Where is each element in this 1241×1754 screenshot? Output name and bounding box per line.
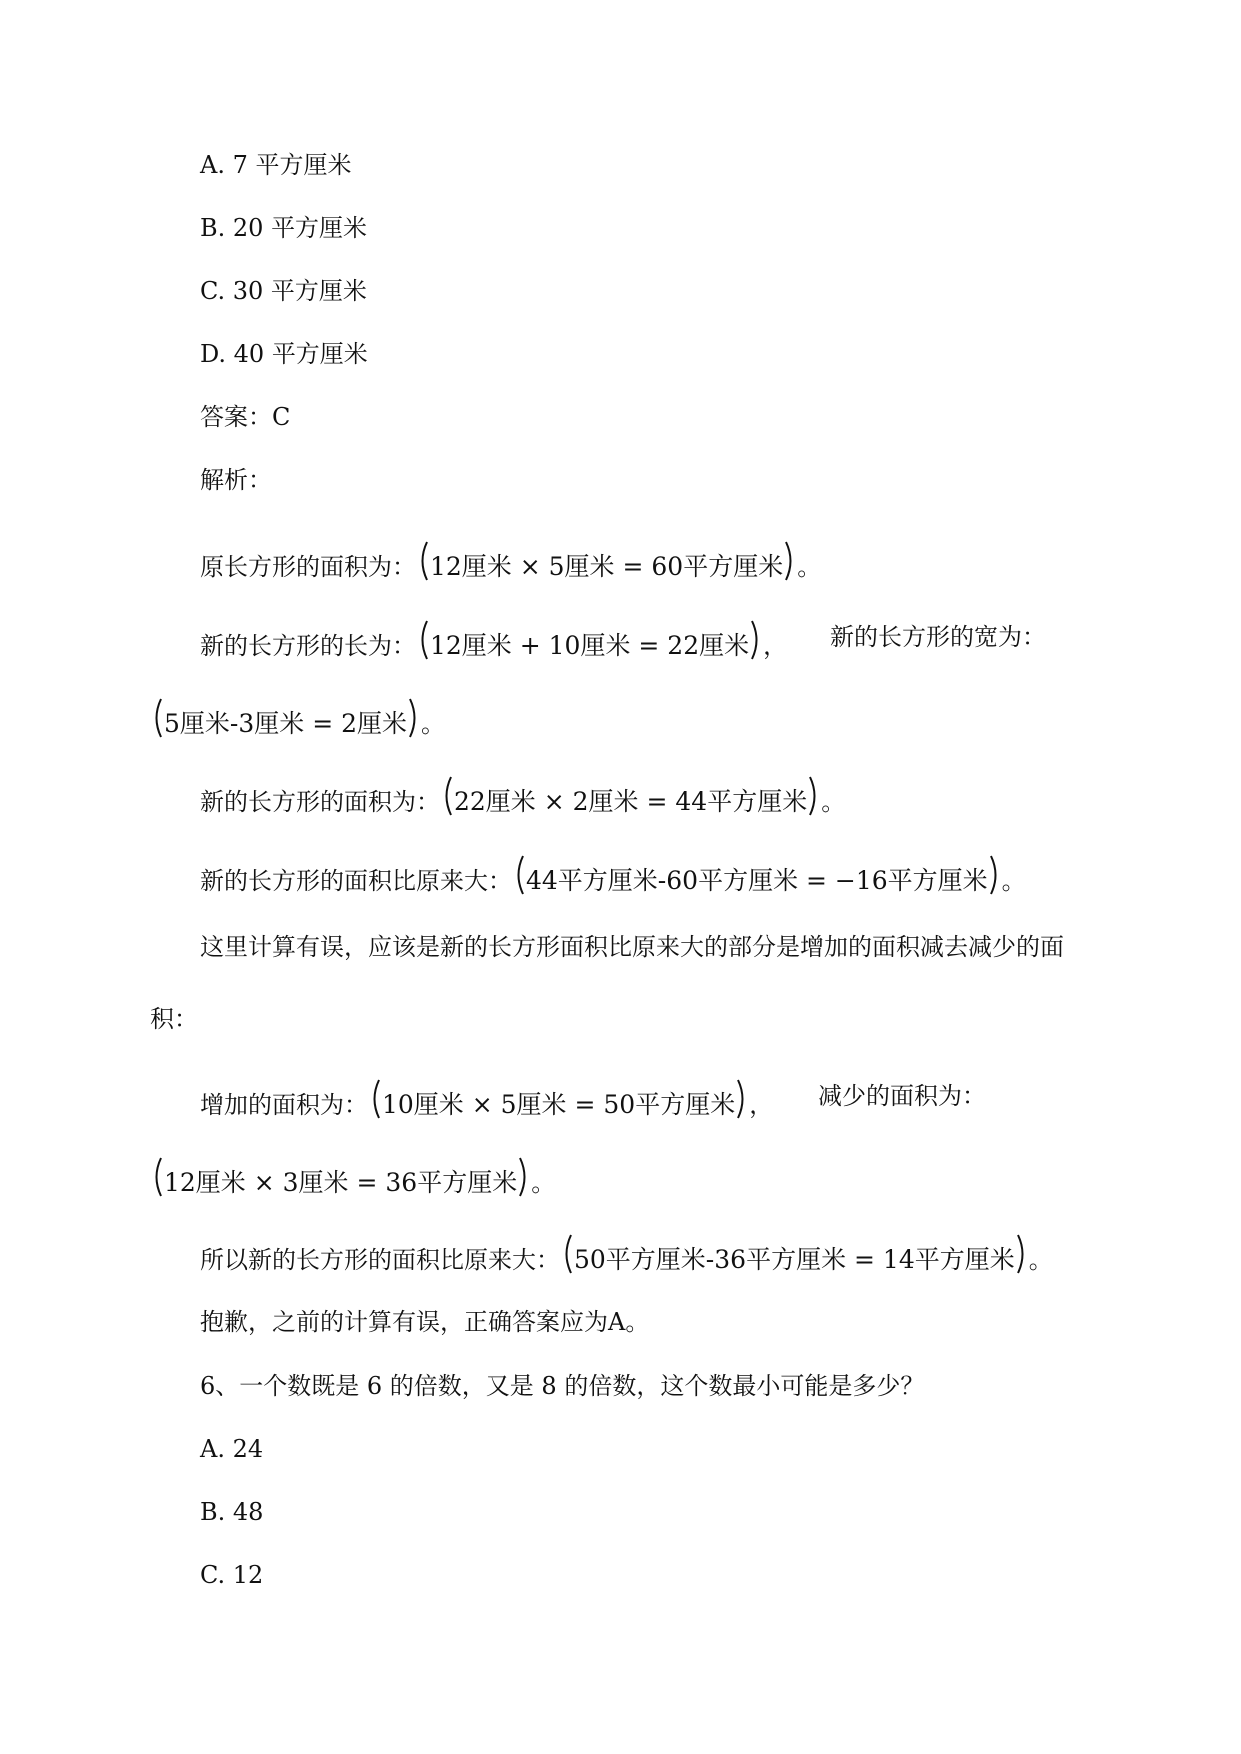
period: 。 (797, 553, 822, 581)
question-6: 6、一个数既是 6 的倍数，又是 8 的倍数，这个数最小可能是多少？ (200, 1372, 925, 1400)
calc-decreased-area-prefix: 减少的面积为： (818, 1082, 986, 1110)
calc-decreased-area (150, 1157, 556, 1197)
period: 。 (821, 788, 846, 816)
correction-note: 这里计算有误，应该是新的长方形面积比原来大的部分是增加的面积减去减少的面 (200, 933, 1064, 961)
period: 。 (1028, 1246, 1053, 1274)
calc-original-area (200, 541, 822, 581)
calc-prefix: 新的长方形的面积比原来大： (200, 867, 512, 895)
apology-note: 抱歉，之前的计算有误，正确答案应为A。 (200, 1308, 650, 1336)
calc-new-length (200, 620, 788, 660)
calc-expression: 5厘米-3厘米 = 2厘米 (164, 709, 408, 738)
calc-prefix: 所以新的长方形的面积比原来大： (200, 1246, 560, 1274)
question-6-option-c: C. 12 (200, 1561, 264, 1589)
period: 。 (421, 710, 446, 738)
right-paren (735, 1079, 749, 1119)
option-a: A. 7 平方厘米 (200, 151, 352, 179)
answer: 答案：C (200, 403, 291, 431)
option-d: D. 40 平方厘米 (200, 340, 368, 368)
period: 。 (1001, 867, 1026, 895)
right-paren (807, 776, 821, 816)
calc-expression: 12厘米 + 10厘米 = 22厘米 (430, 631, 750, 660)
calc-prefix: 新的长方形的面积为： (200, 788, 440, 816)
calc-expression: 22厘米 × 2厘米 = 44平方厘米 (454, 787, 808, 816)
right-paren (407, 698, 421, 738)
calc-new-area (200, 776, 846, 816)
right-paren (783, 541, 797, 581)
calc-new-width (150, 698, 446, 738)
calc-expression: 12厘米 × 3厘米 = 36平方厘米 (164, 1168, 518, 1197)
question-6-option-b: B. 48 (200, 1498, 264, 1526)
left-paren (560, 1234, 574, 1274)
left-paren (440, 776, 454, 816)
left-paren (512, 855, 526, 895)
calc-final-difference (200, 1234, 1053, 1274)
calc-expression: 12厘米 × 5厘米 = 60平方厘米 (430, 552, 784, 581)
right-paren (749, 620, 763, 660)
calc-new-width-prefix: 新的长方形的宽为： (830, 623, 1046, 651)
correction-note-continued: 积： (150, 1005, 198, 1033)
calc-increased-area (200, 1079, 774, 1119)
analysis-label: 解析： (200, 466, 272, 494)
period: 。 (531, 1169, 556, 1197)
option-c: C. 30 平方厘米 (200, 277, 367, 305)
comma: ， (763, 632, 788, 660)
calc-expression: 44平方厘米-60平方厘米 = −16平方厘米 (526, 866, 988, 895)
right-paren (1015, 1234, 1029, 1274)
left-paren (368, 1079, 382, 1119)
calc-expression: 10厘米 × 5厘米 = 50平方厘米 (382, 1090, 736, 1119)
left-paren (416, 541, 430, 581)
comma: ， (749, 1091, 774, 1119)
left-paren (416, 620, 430, 660)
calc-prefix: 原长方形的面积为： (200, 553, 416, 581)
calc-prefix: 新的长方形的长为： (200, 632, 416, 660)
calc-prefix: 增加的面积为： (200, 1091, 368, 1119)
left-paren (150, 1157, 164, 1197)
right-paren (517, 1157, 531, 1197)
question-6-option-a: A. 24 (200, 1435, 264, 1463)
calc-expression: 50平方厘米-36平方厘米 = 14平方厘米 (574, 1245, 1015, 1274)
right-paren (988, 855, 1002, 895)
calc-area-difference (200, 855, 1026, 895)
left-paren (150, 698, 164, 738)
option-b: B. 20 平方厘米 (200, 214, 368, 242)
